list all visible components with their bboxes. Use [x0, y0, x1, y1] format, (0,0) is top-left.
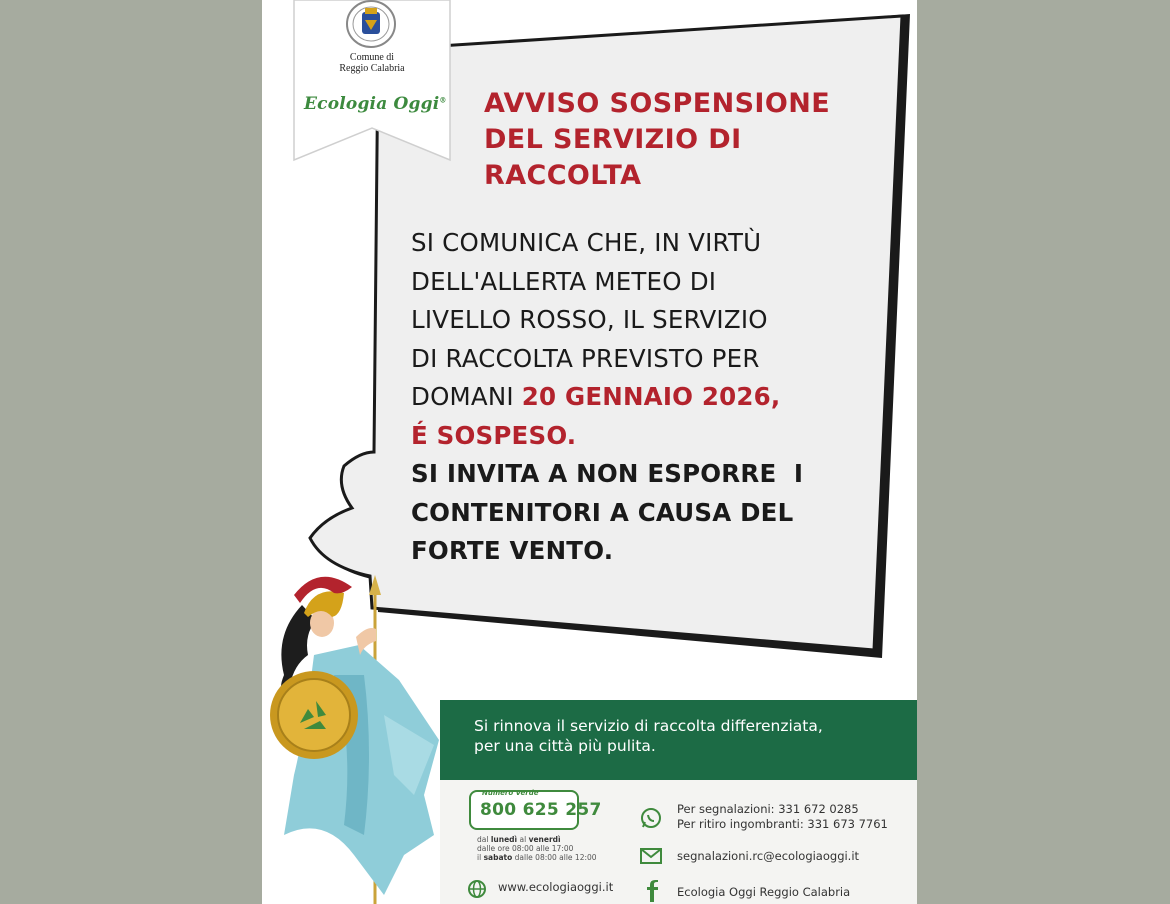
numero-verde-label: Numero Verde: [482, 789, 539, 797]
notice-poster: [262, 0, 917, 904]
whatsapp-icon: [640, 807, 662, 829]
title-line-2: DEL SERVIZIO DI: [484, 124, 742, 155]
hours-day: lunedì: [490, 835, 518, 844]
notice-title: [484, 86, 884, 194]
title-line-1: AVVISO SOSPENSIONE: [484, 88, 831, 119]
body-line-2: DELL'ALLERTA METEO DI: [411, 266, 717, 296]
hours-line-3: [477, 853, 597, 862]
email-icon: [640, 848, 662, 864]
notice-body: [411, 224, 851, 571]
suspension-date: 20 GENNAIO 2026,: [521, 382, 781, 411]
hours-text: dalle 08:00 alle 12:00: [512, 853, 597, 862]
website-link[interactable]: www.ecologiaoggi.it: [498, 880, 614, 894]
hours-text: dal: [477, 835, 491, 844]
whatsapp-line-2[interactable]: Per ritiro ingombranti: 331 673 7761: [677, 817, 888, 831]
hours-day: sabato: [483, 853, 513, 862]
slogan-text: [474, 716, 823, 756]
athena-figure-illustration: [264, 565, 464, 904]
brand-logo: [304, 94, 447, 114]
body-line-1: SI COMUNICA CHE, IN VIRTÙ: [411, 228, 762, 257]
slogan-line-1: Si rinnova il servizio di raccolta differenziata,: [474, 717, 823, 735]
hours-line-1: [477, 835, 597, 844]
email-link[interactable]: segnalazioni.rc@ecologiaoggi.it: [677, 849, 860, 863]
body-line-3: LIVELLO ROSSO, IL SERVIZIO: [411, 305, 768, 334]
slogan-line-2: per una città più pulita.: [474, 737, 656, 755]
body-line-5: [411, 378, 851, 417]
body-line-9: FORTE VENTO.: [411, 536, 614, 565]
body-line-7: SI INVITA A NON ESPORRE I: [411, 459, 804, 488]
facebook-link[interactable]: Ecologia Oggi Reggio Calabria: [677, 885, 851, 899]
comune-line-1: Comune di: [349, 52, 395, 63]
brand-name: Ecologia Oggi: [304, 94, 440, 114]
body-line-4: DI RACCOLTA PREVISTO PER: [411, 343, 760, 373]
title-line-3: RACCOLTA: [484, 160, 642, 191]
brand-mark: ®: [439, 95, 447, 105]
whatsapp-contacts: [677, 802, 888, 832]
numero-verde-number[interactable]: 800 625 257: [480, 800, 602, 820]
hours-text: il: [477, 853, 484, 862]
comune-label: [322, 52, 422, 74]
facebook-icon: [645, 880, 659, 902]
comune-line-2: Reggio Calabria: [339, 63, 405, 74]
hours-line-2: dalle ore 08:00 alle 17:00: [477, 844, 574, 853]
body-line-8: CONTENITORI A CAUSA DEL: [411, 497, 794, 527]
city-crest-icon: [345, 0, 397, 50]
opening-hours: [477, 835, 597, 862]
whatsapp-line-1[interactable]: Per segnalazioni: 331 672 0285: [677, 802, 859, 816]
hours-text: al: [517, 835, 529, 844]
hours-day: venerdì: [528, 835, 561, 844]
body-line-6: É SOSPESO.: [411, 420, 577, 450]
globe-icon: [467, 879, 487, 899]
body-line-5-prefix: DOMANI: [411, 382, 522, 411]
